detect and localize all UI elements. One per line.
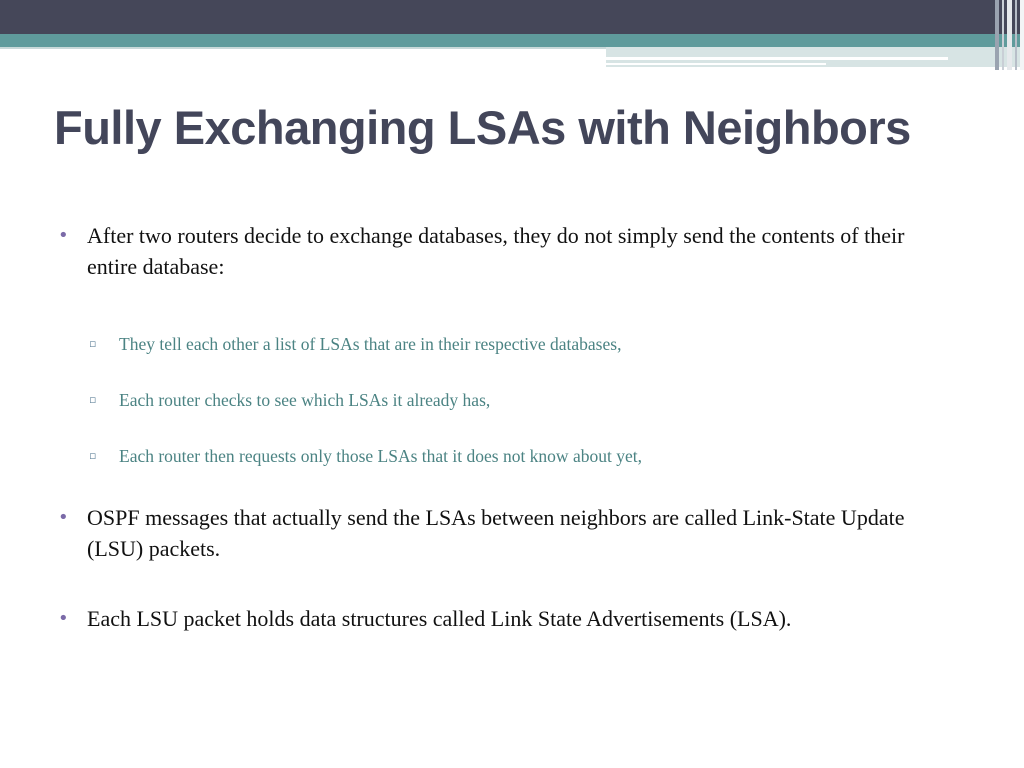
- sub-bullet-item: [58, 444, 958, 468]
- sub-bullet-item: [58, 388, 958, 412]
- sub-bullet-marker: ▫: [89, 337, 97, 350]
- sub-bullet-marker: ▫: [89, 393, 97, 406]
- header-band-teal: [0, 34, 1024, 47]
- bullet-text: OSPF messages that actually send the LSAs between neighbors are called Link-State Update (LSU) packets.: [87, 505, 905, 561]
- bullet-text: After two routers decide to exchange databases, they do not simply send the contents of their entire database:: [87, 223, 905, 279]
- header-line: [0, 47, 606, 49]
- sub-bullet-text: Each router then requests only those LSAs that it does not know about yet,: [119, 446, 642, 466]
- bullet-text: Each LSU packet holds data structures called Link State Advertisements (LSA).: [87, 606, 792, 631]
- header-band-dark: [0, 0, 1024, 34]
- bullet-marker: •: [58, 507, 69, 528]
- corner-stripes: [992, 0, 1024, 70]
- sub-bullet-item: [58, 332, 958, 356]
- bullet-item: [58, 502, 958, 564]
- sub-bullet-text: They tell each other a list of LSAs that are in their respective databases,: [119, 334, 622, 354]
- bullet-marker: •: [58, 608, 69, 629]
- bullet-marker: •: [58, 225, 69, 246]
- bullet-item: [58, 220, 958, 282]
- slide-title: Fully Exchanging LSAs with Neighbors: [54, 101, 911, 154]
- header-line: [606, 57, 948, 60]
- sub-bullet-text: Each router checks to see which LSAs it already has,: [119, 390, 491, 410]
- sub-bullet-marker: ▫: [89, 449, 97, 462]
- header-line: [606, 63, 826, 65]
- slide-body: [58, 220, 958, 634]
- bullet-item: [58, 603, 958, 634]
